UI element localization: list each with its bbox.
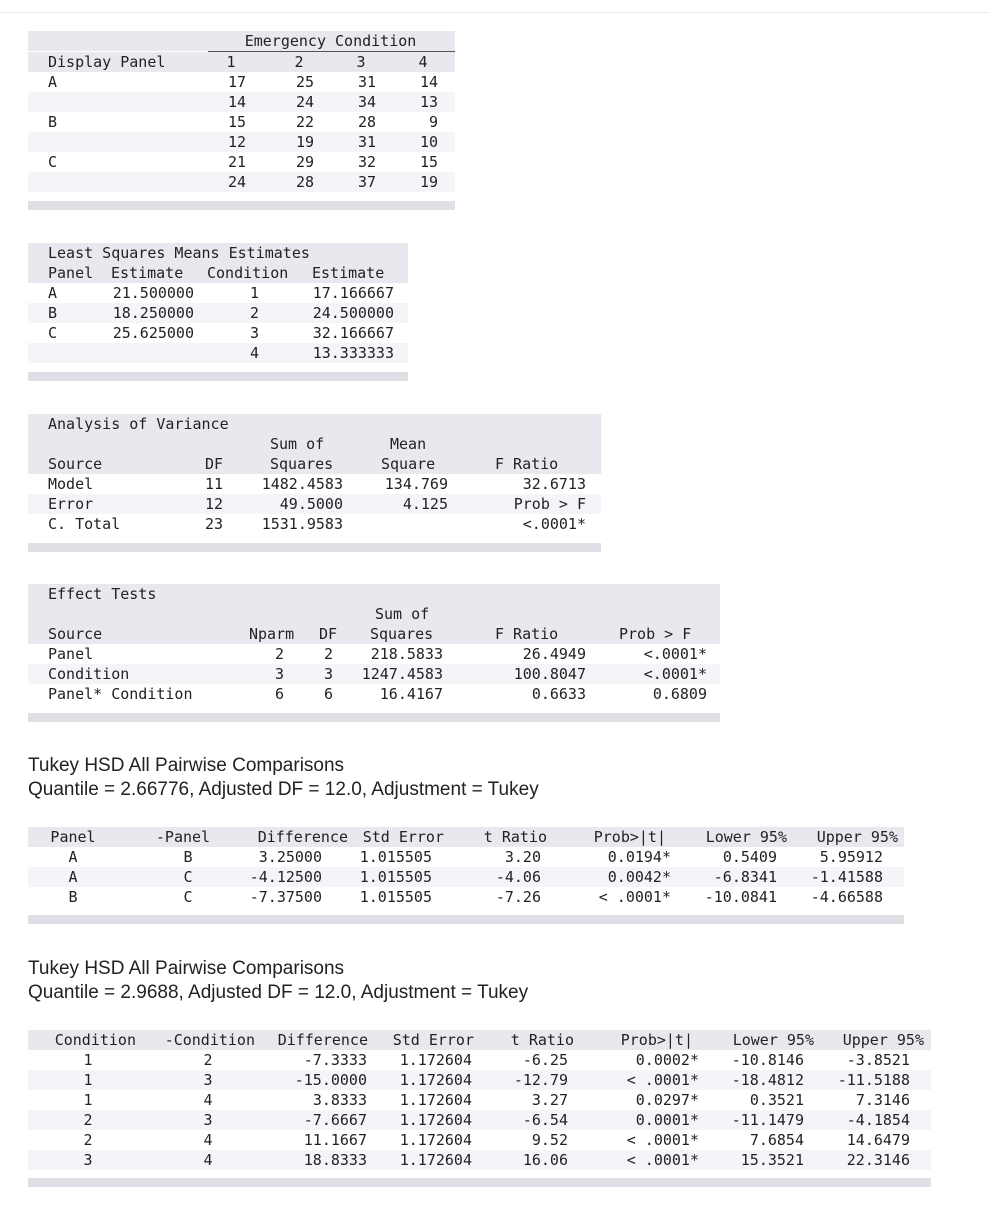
tukey2-cell-2: 3.8333 [312, 1091, 367, 1109]
tukey1-cell-0: A [68, 868, 78, 886]
tukey2-cell-4: -6.54 [522, 1111, 568, 1129]
tukey1-footer-bar [28, 915, 904, 924]
lsm-condition: 3 [249, 324, 259, 342]
effects-header-df: DF [319, 625, 338, 643]
tukey2-cell-1: 4 [203, 1131, 213, 1149]
tukey2-row [28, 1130, 931, 1150]
tukey2-row [28, 1090, 931, 1110]
anova-title: Analysis of Variance [48, 415, 229, 433]
anova-ss: 1482.4583 [261, 475, 343, 493]
cell-value: 37 [357, 173, 376, 191]
col-header-4: 4 [418, 53, 428, 71]
top-divider [0, 12, 990, 13]
tukey2-row [28, 1050, 931, 1070]
col-header-3: 3 [356, 53, 366, 71]
tukey2-header-2: Difference [277, 1031, 368, 1049]
cell-value: 22 [295, 113, 314, 131]
effects-probf: <.0001* [643, 645, 707, 663]
cell-value: 32 [357, 153, 376, 171]
tukey1-row [28, 887, 904, 907]
anova-fratio: <.0001* [522, 515, 586, 533]
lsm-condition-estimate: 13.333333 [312, 344, 394, 362]
tukey2-cell-7: -4.1854 [846, 1111, 910, 1129]
tukey2-cell-3: 1.172604 [399, 1111, 472, 1129]
cell-value: 24 [295, 93, 314, 111]
tukey2-cell-5: 0.0297* [635, 1091, 699, 1109]
tukey1-cell-2: -4.12500 [249, 868, 322, 886]
cell-value: 21 [227, 153, 246, 171]
tukey1-subtitle: Quantile = 2.66776, Adjusted DF = 12.0, Adjustment = Tukey [28, 779, 539, 800]
tukey2-cell-4: -6.25 [522, 1051, 568, 1069]
tukey1-cell-7: -1.41588 [810, 868, 883, 886]
cell-value: 34 [357, 93, 376, 111]
tukey2-cell-2: 18.8333 [303, 1151, 367, 1169]
tukey2-cell-0: 2 [83, 1111, 93, 1129]
lsm-header-estimate-1: Estimate [111, 264, 184, 282]
tukey2-row [28, 1110, 931, 1130]
tukey2-row [28, 1070, 931, 1090]
effects-nparm: 6 [274, 685, 284, 703]
effects-row [28, 644, 720, 664]
tukey1-cell-2: -7.37500 [249, 888, 322, 906]
cell-value: 14 [227, 93, 246, 111]
display-table-row [28, 112, 455, 132]
tukey1-header-6: Lower 95% [705, 828, 787, 846]
lsm-panel: C [48, 324, 58, 342]
tukey2-cell-3: 1.172604 [399, 1051, 472, 1069]
tukey2-cell-5: < .0001* [626, 1151, 699, 1169]
tukey1-header-7: Upper 95% [816, 828, 898, 846]
lsm-condition-estimate: 17.166667 [312, 284, 394, 302]
col-header-1: 1 [226, 53, 236, 71]
tukey2-cell-6: 7.6854 [749, 1131, 804, 1149]
tukey2-cell-1: 3 [203, 1111, 213, 1129]
tukey2-cell-2: -15.0000 [294, 1071, 367, 1089]
tukey1-cell-4: -4.06 [495, 868, 541, 886]
effects-source: Panel* Condition [48, 685, 193, 703]
effects-probf: 0.6809 [652, 685, 707, 703]
table-header-top [28, 31, 455, 51]
anova-df: 12 [204, 495, 223, 513]
lsm-table [28, 243, 408, 383]
tukey2-cell-6: -18.4812 [731, 1071, 804, 1089]
effects-header-row-1 [28, 604, 720, 624]
anova-header-sumof: Sum of [270, 435, 325, 453]
anova-title-row [28, 414, 601, 434]
panel-label: C [48, 153, 58, 171]
tukey1-cell-3: 1.015505 [359, 868, 432, 886]
lsm-panel-estimate: 25.625000 [112, 324, 194, 342]
lsm-footer-bar [28, 372, 408, 381]
effects-fratio: 100.8047 [513, 665, 586, 683]
effects-probf: <.0001* [643, 665, 707, 683]
cell-value: 24 [227, 173, 246, 191]
display-panel-header: Display Panel [48, 53, 166, 71]
anova-source: Error [48, 495, 94, 513]
tukey2-cell-4: 9.52 [531, 1131, 568, 1149]
effects-header-sumof: Sum of [375, 605, 430, 623]
effects-df: 2 [323, 645, 333, 663]
lsm-row [28, 283, 408, 303]
anova-df: 23 [204, 515, 223, 533]
display-table-row [28, 172, 455, 192]
tukey2-cell-4: -12.79 [513, 1071, 568, 1089]
tukey2-header-row [28, 1030, 931, 1050]
tukey1-cell-4: -7.26 [495, 888, 541, 906]
anova-fratio: 32.6713 [522, 475, 586, 493]
tukey2-cell-1: 2 [203, 1051, 213, 1069]
anova-ss: 49.5000 [279, 495, 343, 513]
tukey1-header-2: Difference [257, 828, 348, 846]
tukey2-footer-bar [28, 1178, 931, 1187]
effects-header-source: Source [48, 625, 103, 643]
tukey1-cell-0: A [68, 848, 78, 866]
effects-ss: 16.4167 [379, 685, 443, 703]
tukey2-header-6: Lower 95% [732, 1031, 814, 1049]
tukey2-header-4: t Ratio [510, 1031, 574, 1049]
tukey1-header-3: Std Error [362, 828, 444, 846]
effects-title-row [28, 584, 720, 604]
effects-nparm: 3 [274, 665, 284, 683]
tukey2-cell-5: 0.0002* [635, 1051, 699, 1069]
anova-header-squares: Squares [270, 455, 334, 473]
lsm-header-condition: Condition [207, 264, 289, 282]
effects-title: Effect Tests [48, 585, 157, 603]
tukey2-cell-2: 11.1667 [303, 1131, 367, 1149]
tukey2-cell-4: 3.27 [531, 1091, 568, 1109]
effects-nparm: 2 [274, 645, 284, 663]
tukey1-header-1: -Panel [155, 828, 211, 846]
anova-ms: 4.125 [402, 495, 448, 513]
effects-row [28, 664, 720, 684]
tukey1-cell-5: < .0001* [598, 888, 671, 906]
panel-label: B [48, 113, 58, 131]
lsm-row [28, 323, 408, 343]
tukey1-cell-3: 1.015505 [359, 888, 432, 906]
tukey2-cell-5: < .0001* [626, 1071, 699, 1089]
effects-header-squares: Squares [370, 625, 434, 643]
anova-row [28, 514, 601, 534]
tukey2-cell-2: -7.6667 [303, 1111, 367, 1129]
cell-value: 17 [227, 73, 246, 91]
anova-header-row-1 [28, 434, 601, 454]
table-footer-bar [28, 201, 455, 210]
tukey2-cell-7: 22.3146 [846, 1151, 910, 1169]
lsm-condition-estimate: 32.166667 [312, 324, 394, 342]
cell-value: 31 [357, 133, 376, 151]
tukey2-header-0: Condition [54, 1031, 136, 1049]
anova-row [28, 494, 601, 514]
effects-fratio: 0.6633 [531, 685, 586, 703]
anova-source: Model [48, 475, 94, 493]
lsm-row [28, 343, 408, 363]
lsm-condition: 2 [249, 304, 259, 322]
effects-footer-bar [28, 713, 720, 722]
cell-value: 28 [357, 113, 376, 131]
anova-header-mean: Mean [390, 435, 427, 453]
cell-value: 29 [295, 153, 314, 171]
anova-df: 11 [204, 475, 223, 493]
display-table-row [28, 72, 455, 92]
tukey2-title: Tukey HSD All Pairwise Comparisons [28, 958, 345, 979]
anova-source: C. Total [48, 515, 121, 533]
tukey1-header-row [28, 827, 904, 847]
tukey2-cell-7: 14.6479 [846, 1131, 910, 1149]
lsm-header-row [28, 263, 408, 283]
tukey2-cell-6: 15.3521 [740, 1151, 804, 1169]
tukey1-cell-0: B [68, 888, 78, 906]
tukey1-header-5: Prob>|t| [593, 828, 666, 846]
tukey2-cell-7: 7.3146 [855, 1091, 910, 1109]
tukey1-cell-1: C [183, 868, 193, 886]
tukey2-cell-3: 1.172604 [399, 1131, 472, 1149]
anova-fratio: Prob > F [513, 495, 586, 513]
tukey2-cell-7: -3.8521 [846, 1051, 910, 1069]
cell-value: 10 [419, 133, 438, 151]
lsm-panel-estimate: 18.250000 [112, 304, 194, 322]
tukey2-cell-4: 16.06 [522, 1151, 568, 1169]
tukey-condition-table [28, 1030, 931, 1190]
tukey2-cell-0: 1 [83, 1071, 93, 1089]
lsm-header-estimate-2: Estimate [312, 264, 385, 282]
cell-value: 9 [428, 113, 438, 131]
anova-footer-bar [28, 543, 601, 552]
tukey-panel-table [28, 827, 904, 927]
anova-header-df: DF [205, 455, 224, 473]
lsm-title-row [28, 243, 408, 263]
display-table-row [28, 132, 455, 152]
effects-header-row-2 [28, 624, 720, 644]
lsm-panel: A [48, 284, 58, 302]
tukey2-cell-1: 4 [203, 1091, 213, 1109]
tukey1-cell-6: -6.8341 [713, 868, 777, 886]
tukey2-cell-1: 4 [203, 1151, 213, 1169]
tukey2-header-5: Prob>|t| [620, 1031, 693, 1049]
tukey1-row [28, 867, 904, 887]
anova-row [28, 474, 601, 494]
tukey2-cell-0: 1 [83, 1091, 93, 1109]
effects-row [28, 684, 720, 704]
tukey2-header-3: Std Error [392, 1031, 474, 1049]
tukey1-cell-3: 1.015505 [359, 848, 432, 866]
tukey1-cell-7: 5.95912 [819, 848, 883, 866]
tukey1-cell-7: -4.66588 [810, 888, 883, 906]
lsm-condition: 4 [249, 344, 259, 362]
cell-value: 12 [227, 133, 246, 151]
tukey2-cell-1: 3 [203, 1071, 213, 1089]
tukey1-cell-1: C [183, 888, 193, 906]
tukey2-cell-7: -11.5188 [837, 1071, 910, 1089]
cell-value: 31 [357, 73, 376, 91]
anova-header-square: Square [381, 455, 436, 473]
tukey2-cell-5: 0.0001* [635, 1111, 699, 1129]
tukey1-cell-6: 0.5409 [722, 848, 777, 866]
anova-ms [358, 514, 448, 534]
lsm-panel-estimate: 21.500000 [112, 284, 194, 302]
panel-label: A [48, 73, 58, 91]
cell-value: 14 [419, 73, 438, 91]
anova-table [28, 414, 601, 554]
tukey1-header-4: t Ratio [483, 828, 547, 846]
display-table-row [28, 92, 455, 112]
anova-ms: 134.769 [384, 475, 448, 493]
cell-value: 15 [419, 153, 438, 171]
emergency-condition-title: Emergency Condition [244, 32, 417, 50]
tukey1-cell-1: B [183, 848, 193, 866]
effects-header-nparm: Nparm [249, 625, 295, 643]
display-panel-table [28, 31, 455, 211]
effects-header-probf: Prob > F [619, 625, 692, 643]
tukey2-cell-3: 1.172604 [399, 1091, 472, 1109]
table-header-columns [28, 52, 455, 72]
tukey2-cell-0: 3 [83, 1151, 93, 1169]
col-header-2: 2 [294, 53, 304, 71]
tukey2-cell-6: -11.1479 [731, 1111, 804, 1129]
effects-ss: 1247.4583 [361, 665, 443, 683]
tukey1-header-0: Panel [50, 828, 96, 846]
tukey1-cell-6: -10.0841 [704, 888, 777, 906]
anova-header-source: Source [48, 455, 103, 473]
anova-ss: 1531.9583 [261, 515, 343, 533]
tukey1-cell-5: 0.0194* [607, 848, 671, 866]
tukey1-cell-4: 3.20 [504, 848, 541, 866]
lsm-condition-estimate: 24.500000 [312, 304, 394, 322]
tukey2-cell-0: 2 [83, 1131, 93, 1149]
effects-header-fratio: F Ratio [495, 625, 559, 643]
effects-source: Panel [48, 645, 94, 663]
tukey2-cell-6: -10.8146 [731, 1051, 804, 1069]
tukey2-cell-3: 1.172604 [399, 1151, 472, 1169]
tukey2-subtitle: Quantile = 2.9688, Adjusted DF = 12.0, Adjustment = Tukey [28, 982, 529, 1003]
anova-header-row-2 [28, 454, 601, 474]
effects-source: Condition [48, 665, 130, 683]
display-table-row [28, 152, 455, 172]
tukey1-cell-2: 3.25000 [258, 848, 322, 866]
lsm-condition: 1 [249, 284, 259, 302]
lsm-row [28, 303, 408, 323]
lsm-header-panel: Panel [48, 264, 94, 282]
effects-fratio: 26.4949 [522, 645, 586, 663]
tukey1-cell-5: 0.0042* [607, 868, 671, 886]
tukey2-cell-2: -7.3333 [303, 1051, 367, 1069]
tukey2-header-1: -Condition [164, 1031, 255, 1049]
tukey2-cell-3: 1.172604 [399, 1071, 472, 1089]
cell-value: 15 [227, 113, 246, 131]
tukey2-cell-6: 0.3521 [749, 1091, 804, 1109]
cell-value: 19 [295, 133, 314, 151]
effect-tests-table [28, 584, 720, 724]
cell-value: 28 [295, 173, 314, 191]
lsm-panel: B [48, 304, 58, 322]
tukey1-title: Tukey HSD All Pairwise Comparisons [28, 755, 345, 776]
tukey2-row [28, 1150, 931, 1170]
cell-value: 25 [295, 73, 314, 91]
lsm-panel-estimate [91, 343, 194, 363]
effects-ss: 218.5833 [370, 645, 443, 663]
cell-value: 19 [419, 173, 438, 191]
tukey2-cell-0: 1 [83, 1051, 93, 1069]
tukey1-row [28, 847, 904, 867]
anova-header-fratio: F Ratio [495, 455, 559, 473]
effects-df: 3 [323, 665, 333, 683]
tukey2-cell-5: < .0001* [626, 1131, 699, 1149]
effects-df: 6 [323, 685, 333, 703]
tukey2-header-7: Upper 95% [842, 1031, 924, 1049]
lsm-title: Least Squares Means Estimates [48, 244, 310, 262]
cell-value: 13 [419, 93, 438, 111]
